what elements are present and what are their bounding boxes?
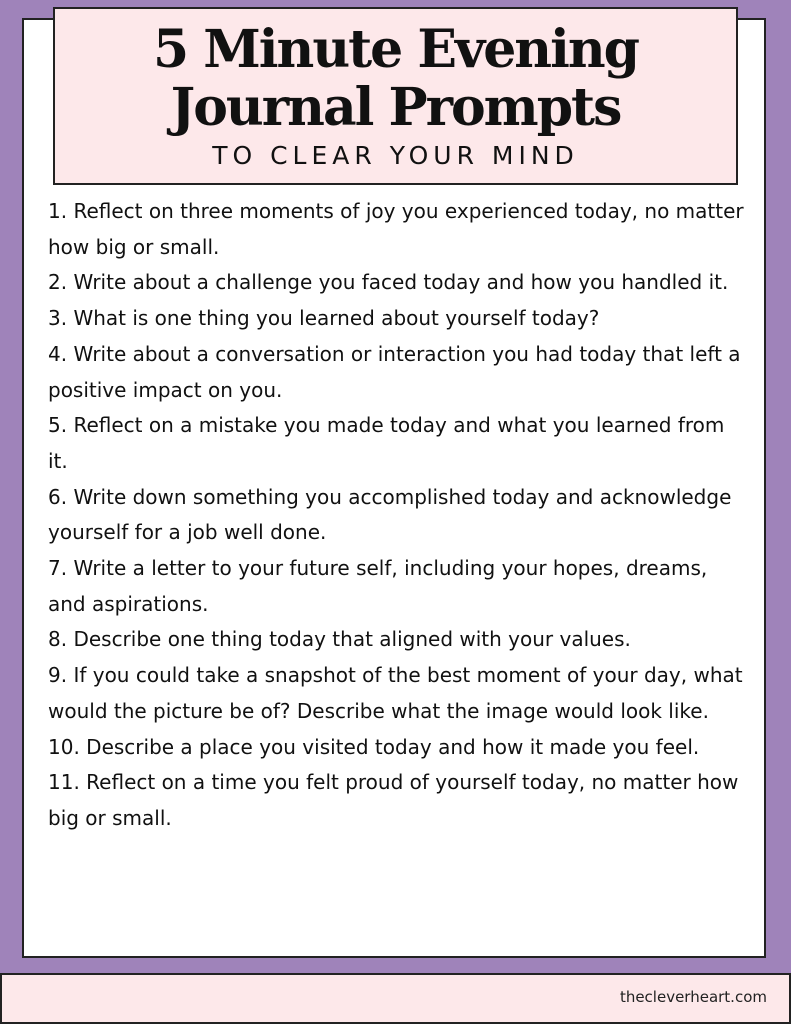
prompt-item-2: 2. Write about a challenge you faced today and how you handled it. [48,270,729,295]
prompt-item-6: 6. Write down something you accomplished today and acknowledge yourself for a job well done. [48,484,732,545]
title-line-2: Journal Prompts [170,77,621,138]
prompt-item-8: 8. Describe one thing today that aligned with your values. [48,627,631,652]
prompt-item-7: 7. Write a letter to your future self, including your hopes, dreams, and aspirations. [48,556,708,616]
prompt-item-10: 10. Describe a place you visited today and how it made you feel. [48,734,700,759]
prompt-item-4: 4. Write about a conversation or interaction you had today that left a positive impact on you. [48,341,741,402]
title-banner [53,7,738,185]
prompt-item-9: 9. If you could take a snapshot of the best moment of your day, what would the picture be of? Describe what the image would look like. [48,663,743,723]
prompt-list [48,194,748,837]
prompt-item-11: 11. Reflect on a time you felt proud of yourself today, no matter how big or small. [48,770,739,830]
subtitle: TO CLEAR YOUR MIND [212,141,579,170]
title-line-1: 5 Minute Evening [152,19,639,80]
footer-bar [0,973,791,1024]
website-link[interactable]: thecleverheart.com [619,988,767,1006]
prompt-item-5: 5. Reflect on a mistake you made today and what you learned from it. [48,413,725,473]
prompt-item-1: 1. Reflect on three moments of joy you experienced today, no matter how big or small. [48,199,744,259]
prompt-item-3: 3. What is one thing you learned about yourself today? [48,306,600,331]
